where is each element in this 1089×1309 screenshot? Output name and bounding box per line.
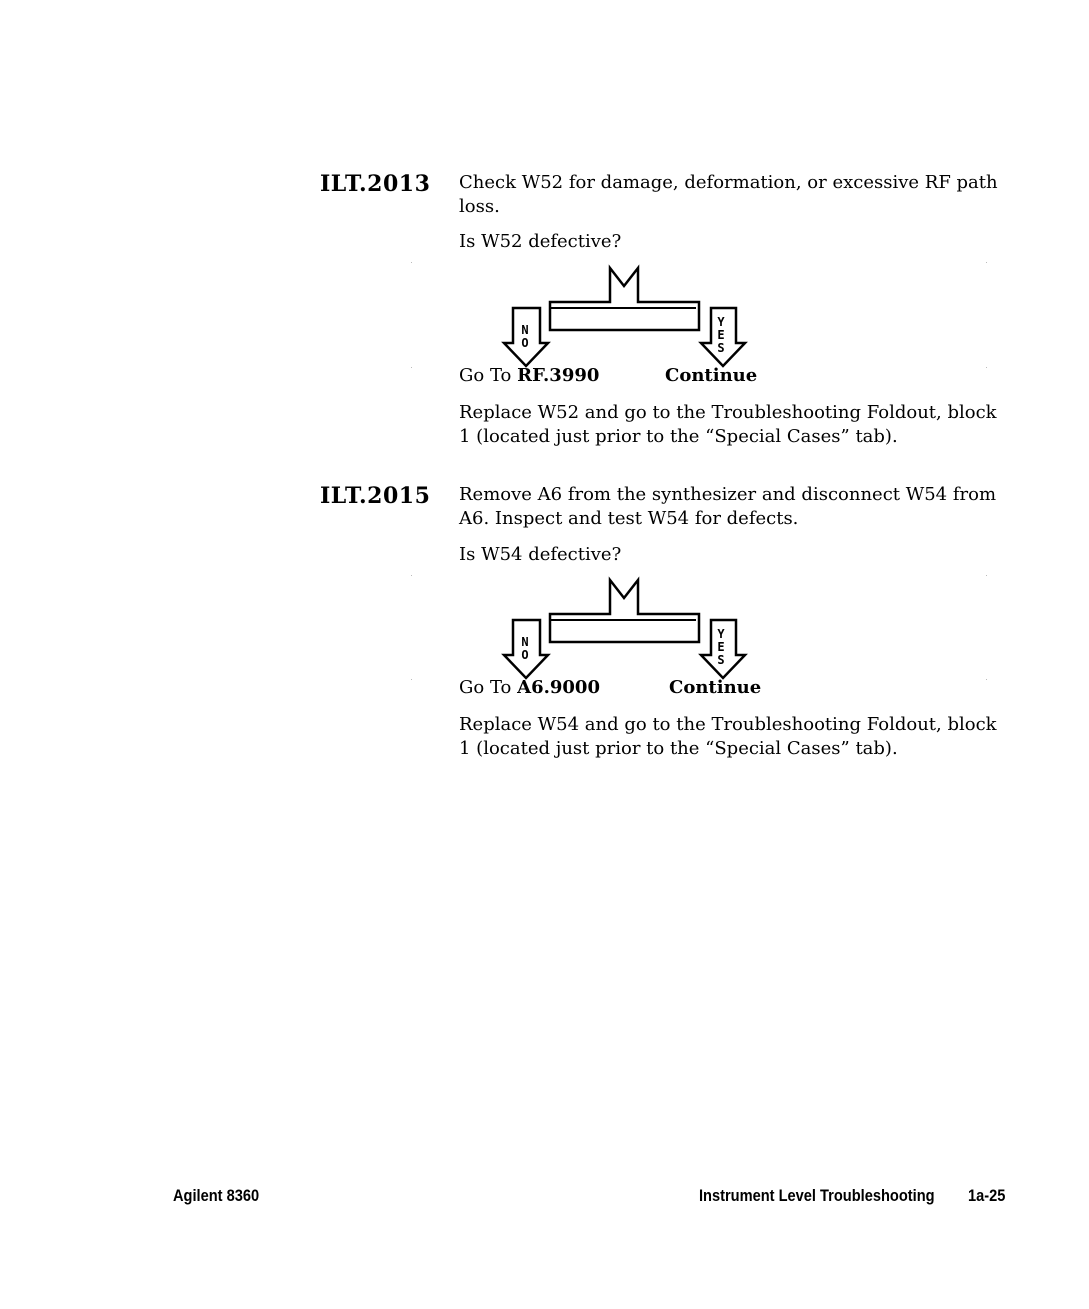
scan-mark <box>986 575 987 576</box>
yes-arrow-letter: Y <box>717 627 725 641</box>
scan-mark <box>411 575 412 576</box>
footer-page-number: 1a-25 <box>968 1186 1006 1205</box>
yes-action: Replace W52 and go to the Troubleshooting Foldout, block 1 (located just prior to the “Special Cases” tab). <box>459 402 997 447</box>
no-branch-label: Go To <box>459 677 518 698</box>
yes-no-flow-diagram <box>498 576 752 682</box>
yes-arrow-letter: S <box>717 653 725 667</box>
no-arrow-letter: N <box>521 635 529 649</box>
no-arrow-letter: O <box>521 648 529 662</box>
scan-mark <box>986 262 987 263</box>
step-id: ILT.2015 <box>320 483 431 509</box>
yes-arrow-letter: E <box>717 328 725 342</box>
yes-branch <box>669 676 761 700</box>
no-branch <box>459 676 600 700</box>
yes-branch-target: Continue <box>665 365 758 386</box>
yes-arrow-letter: Y <box>717 315 725 329</box>
footer-product: Agilent 8360 <box>173 1186 260 1205</box>
scan-mark <box>411 262 412 263</box>
step-id: ILT.2013 <box>320 171 431 197</box>
no-arrow-letter: N <box>521 323 529 337</box>
yes-arrow-letter: E <box>717 640 725 654</box>
yes-action: Replace W54 and go to the Troubleshooting Foldout, block 1 (located just prior to the “Special Cases” tab). <box>459 714 997 759</box>
step-question: Is W54 defective? <box>459 544 622 565</box>
step-question: Is W52 defective? <box>459 231 622 252</box>
scan-mark <box>986 367 987 368</box>
yes-arrow-letter: S <box>717 341 725 355</box>
no-branch-label: Go To <box>459 365 518 386</box>
step-instruction: Check W52 for damage, deformation, or excessive RF path loss. <box>459 172 998 217</box>
no-branch-target-link[interactable]: RF.3990 <box>517 365 600 386</box>
no-branch <box>459 364 599 388</box>
scan-mark <box>411 679 412 680</box>
scan-mark <box>411 367 412 368</box>
step-instruction: Remove A6 from the synthesizer and disconnect W54 from A6. Inspect and test W54 for defects. <box>459 484 997 529</box>
no-arrow-letter: O <box>521 336 529 350</box>
yes-branch <box>665 364 757 388</box>
yes-no-flow-diagram <box>498 264 752 370</box>
yes-branch-target: Continue <box>669 677 762 698</box>
no-branch-target-link[interactable]: A6.9000 <box>517 677 600 698</box>
footer-section: Instrument Level Troubleshooting <box>699 1186 935 1205</box>
scan-mark <box>986 679 987 680</box>
